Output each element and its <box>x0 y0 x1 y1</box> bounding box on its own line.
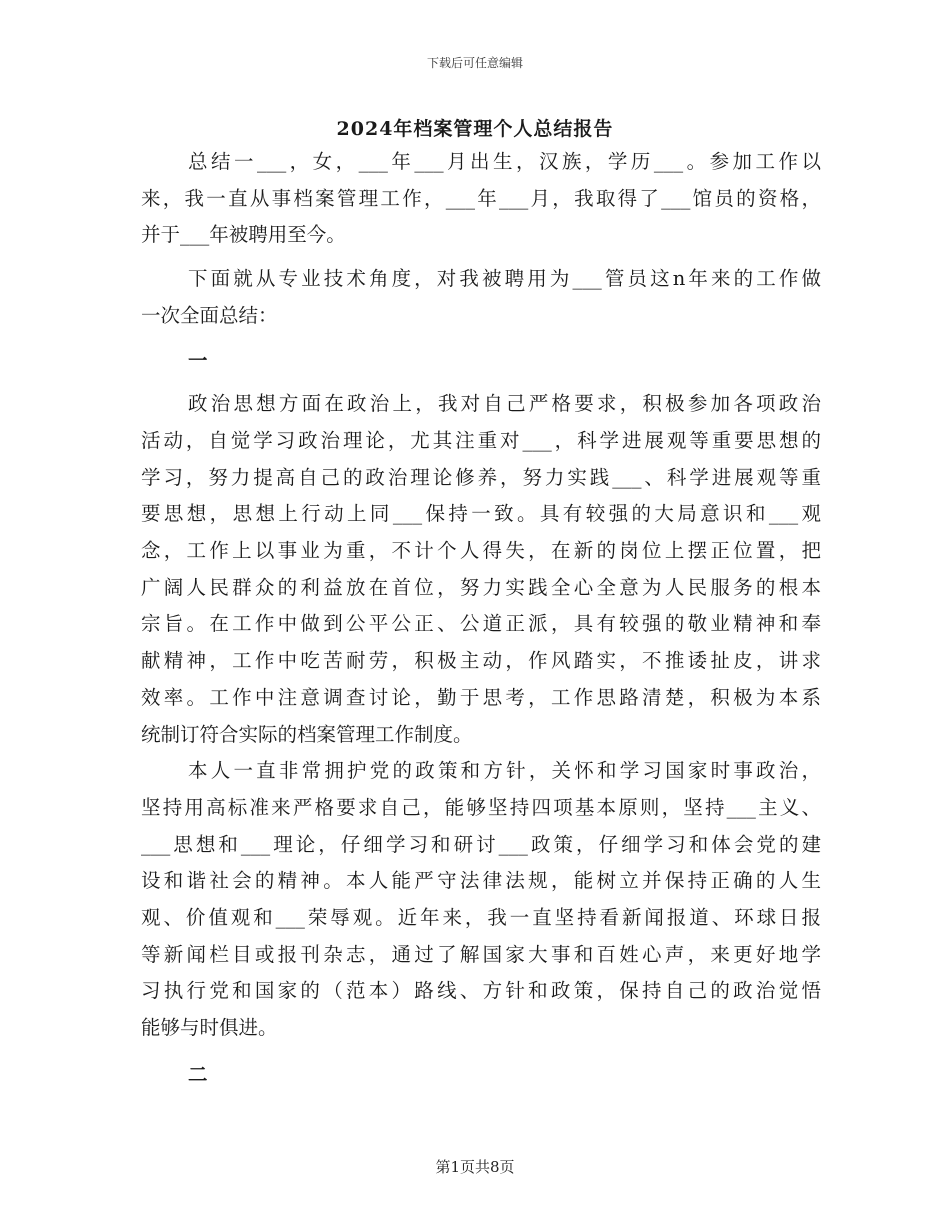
text-line: 并于___年被聘用至今。 <box>141 223 346 247</box>
text-line: 坚持用高标准来严格要求自己，能够坚持四项基本原则，坚持___主义、 <box>141 795 821 819</box>
paragraph <box>141 386 821 753</box>
header-note: 下载后可任意编辑 <box>426 56 523 70</box>
text-line: 一次全面总结： <box>141 303 278 327</box>
text-line: 设和谐社会的精神。本人能严守法律法规，能树立并保持正确的人生 <box>141 869 821 893</box>
document-title: 2024年档案管理个人总结报告 <box>336 118 614 140</box>
text-line: 广阔人民群众的利益放在首位，努力实践全心全意为人民服务的根本 <box>141 575 821 599</box>
text-line: 政治思想方面在政治上，我对自己严格要求，积极参加各项政治 <box>188 392 821 416</box>
text-line: 学习，努力提高自己的政治理论修养，努力实践___、科学进展观等重 <box>141 465 821 489</box>
text-line: ___思想和___理论，仔细学习和研讨___政策，仔细学习和体会党的建 <box>141 832 821 856</box>
text-line: 献精神，工作中吃苦耐劳，积极主动，作风踏实，不推诿扯皮，讲求 <box>141 649 821 673</box>
paragraph <box>141 261 821 334</box>
text-line: 本人一直非常拥护党的政策和方针，关怀和学习国家时事政治， <box>188 759 821 783</box>
text-line: 效率。工作中注意调查讨论，勤于思考，工作思路清楚，积极为本系 <box>141 685 821 709</box>
text-line: 能够与时俱进。 <box>141 1016 278 1040</box>
text-line: 下面就从专业技术角度，对我被聘用为___管员这n年来的工作做 <box>188 267 821 291</box>
text-line: 要思想，思想上行动上同___保持一致。具有较强的大局意识和___观 <box>141 502 821 526</box>
text-line: 等新闻栏目或报刊杂志，通过了解国家大事和百姓心声，来更好地学 <box>141 942 821 966</box>
text-line: 宗旨。在工作中做到公平公正、公道正派，具有较强的敬业精神和奉 <box>141 612 821 636</box>
section-heading: 二 <box>188 1062 208 1086</box>
text-line: 活动，自觉学习政治理论，尤其注重对___，科学进展观等重要思想的 <box>141 428 821 452</box>
text-line: 念，工作上以事业为重，不计个人得失，在新的岗位上摆正位置，把 <box>141 539 821 563</box>
paragraph <box>141 144 821 254</box>
paragraph <box>141 753 821 1047</box>
text-line: 习执行党和国家的（范本）路线、方针和政策，保持自己的政治觉悟 <box>141 979 821 1003</box>
text-line: 总结一___，女，___年___月出生，汉族，学历___。参加工作以 <box>188 150 821 173</box>
text-line: 来，我一直从事档案管理工作，___年___月，我取得了___馆员的资格， <box>141 186 821 210</box>
section-heading: 一 <box>188 348 208 372</box>
text-line: 统制订符合实际的档案管理工作制度。 <box>141 722 473 746</box>
page-number: 第1页共8页 <box>435 1158 515 1176</box>
text-line: 观、价值观和___荣辱观。近年来，我一直坚持看新闻报道、环球日报 <box>141 906 821 930</box>
document-body <box>141 144 821 1094</box>
